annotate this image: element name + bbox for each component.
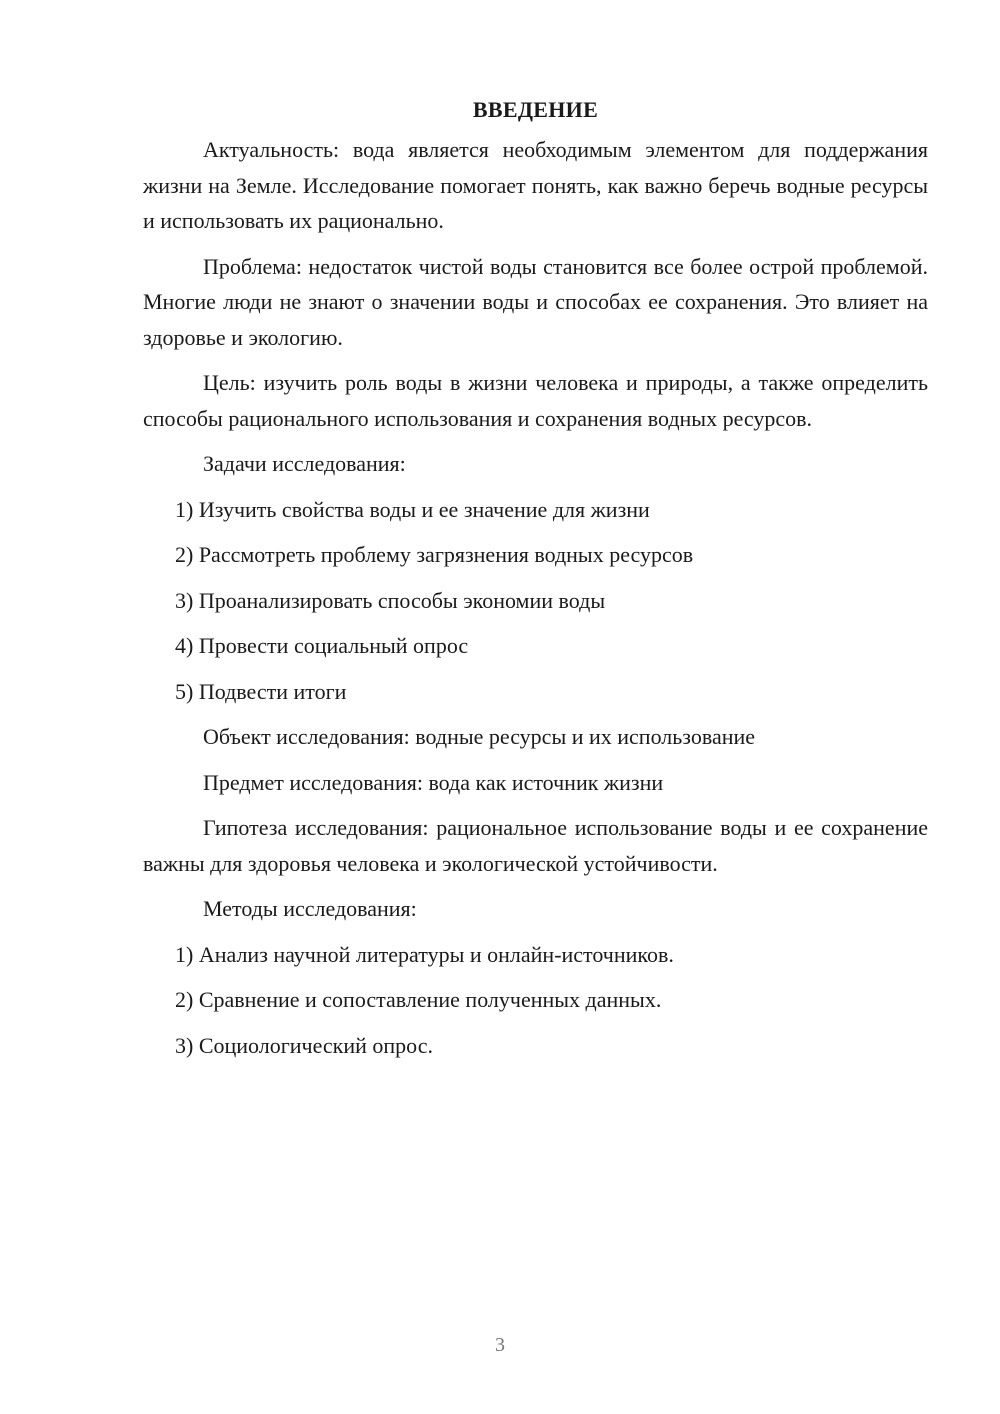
list-item: 1) Изучить свойства воды и ее значение для жизни: [175, 496, 650, 522]
object-line: Объект исследования: водные ресурсы и их использование: [203, 724, 756, 749]
tasks-heading: Задачи исследования:: [203, 451, 406, 476]
problem-paragraph: Проблема: недостаток чистой воды становится все более острой проблемой. Многие люди не знают о значении воды и способах ее сохранения. Это влияет на здоровье и экологию.: [143, 253, 928, 350]
methods-list: [143, 937, 928, 1064]
tasks-list: [143, 492, 928, 710]
page-number: 3: [495, 1334, 505, 1356]
list-item: 3) Проанализировать способы экономии воды: [175, 587, 606, 613]
subject-line: Предмет исследования: вода как источник жизни: [203, 769, 664, 795]
list-item: 1) Анализ научной литературы и онлайн-источников.: [175, 941, 674, 967]
list-item: 5) Подвести итоги: [175, 678, 347, 704]
document-page: [143, 92, 928, 1073]
methods-heading: Методы исследования:: [203, 896, 417, 921]
section-title: ВВЕДЕНИЕ: [472, 97, 599, 122]
hypothesis-paragraph: Гипотеза исследования: рациональное использование воды и ее сохранение важны для здоровья человека и экологической устойчивости.: [143, 815, 928, 876]
relevance-paragraph: Актуальность: вода является необходимым элементом для поддержания жизни на Земле. Исследование помогает понять, как важно беречь водные ресурсы и использовать их рационально.: [143, 137, 928, 233]
goal-paragraph: Цель: изучить роль воды в жизни человека и природы, а также определить способы рационального использования и сохранения водных ресурсов.: [143, 370, 928, 431]
list-item: 4) Провести социальный опрос: [175, 633, 469, 658]
list-item: 2) Рассмотреть проблему загрязнения водных ресурсов: [175, 542, 694, 567]
list-item: 2) Сравнение и сопоставление полученных данных.: [175, 987, 662, 1012]
list-item: 3) Социологический опрос.: [175, 1032, 433, 1058]
